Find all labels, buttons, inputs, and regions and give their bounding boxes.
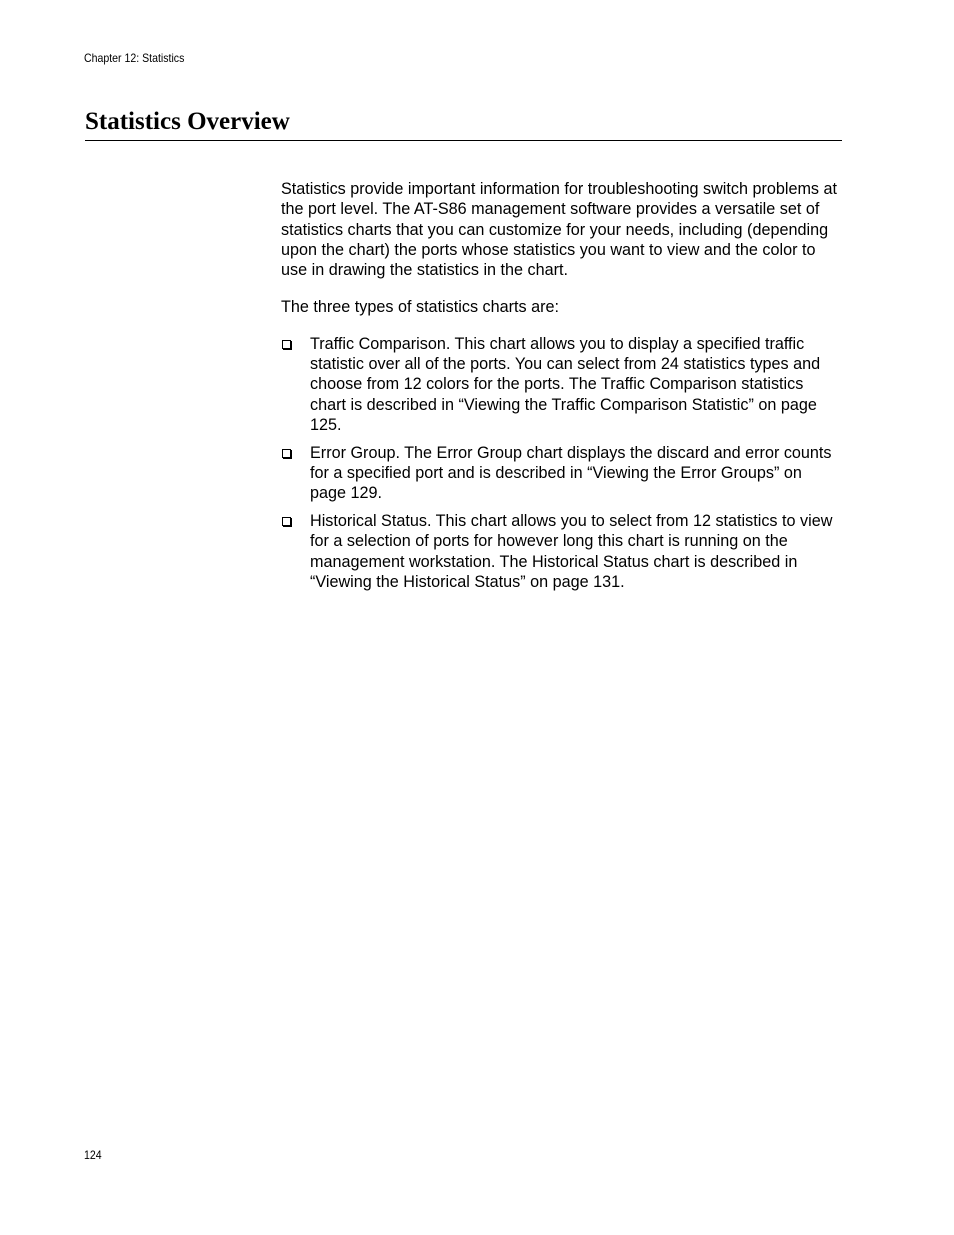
page-number: 124 bbox=[84, 1148, 102, 1162]
running-header: Chapter 12: Statistics bbox=[84, 51, 185, 65]
list-item-text: Traffic Comparison. This chart allows you to display a specified traffic statistic over all of the ports. You can select from 24 statistics types and choose from 12 colors for the ports. The Traffic Comparison statistics chart is described in “Viewing the Traffic Comparison Statistic” on page 125. bbox=[310, 334, 821, 434]
square-bullet-icon bbox=[282, 340, 291, 349]
list-intro-paragraph: The three types of statistics charts are: bbox=[281, 297, 560, 316]
list-item bbox=[281, 334, 841, 435]
title-divider bbox=[85, 140, 842, 141]
list-item bbox=[281, 443, 841, 504]
list-item bbox=[281, 511, 841, 592]
square-bullet-icon bbox=[282, 449, 291, 458]
body-column bbox=[281, 179, 841, 600]
intro-paragraph: Statistics provide important information for troubleshooting switch problems at the port level. The AT-S86 management software provides a versatile set of statistics charts that you can customize for your needs, including (depending upon the chart) the ports whose statistics you want to view and the color to use in drawing the statistics in the chart. bbox=[281, 180, 838, 280]
list-item-text: Error Group. The Error Group chart displays the discard and error counts for a specified port and is described in “Viewing the Error Groups” on page 129. bbox=[310, 443, 832, 503]
chart-types-list bbox=[281, 334, 841, 593]
square-bullet-icon bbox=[282, 517, 291, 526]
page-title: Statistics Overview bbox=[85, 108, 290, 135]
list-item-text: Historical Status. This chart allows you to select from 12 statistics to view for a selection of ports for however long this chart is running on the management workstation. The Historical Status chart is described in “Viewing the Historical Status” on page 131. bbox=[310, 512, 833, 592]
